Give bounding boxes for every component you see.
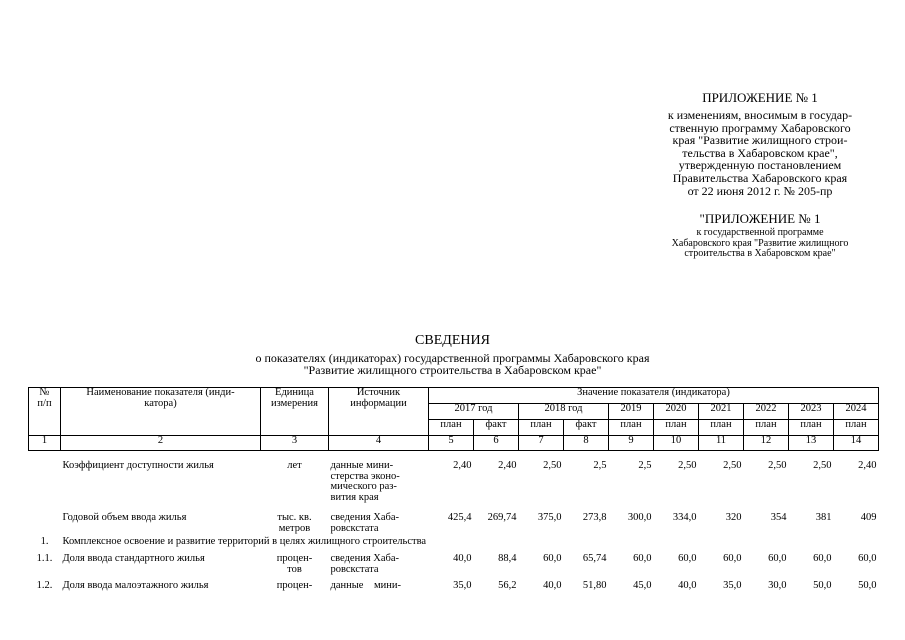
col-number: 8	[564, 436, 609, 451]
col-number: 11	[699, 436, 744, 451]
head-sub: план	[519, 420, 564, 436]
head-sub: план	[744, 420, 789, 436]
row-value: 50,0	[813, 580, 832, 591]
row-value: 320	[725, 512, 742, 523]
head-year: 2021	[699, 404, 744, 420]
head-sub: план	[789, 420, 834, 436]
head-sub: план	[609, 420, 654, 436]
col-number: 9	[609, 436, 654, 451]
appendix-block	[615, 90, 905, 260]
head-year: 2017 год	[429, 404, 519, 420]
head-year: 2019	[609, 404, 654, 420]
document-title: СВЕДЕНИЯ	[415, 333, 490, 348]
document-heading	[0, 332, 905, 376]
row-value: 50,0	[858, 580, 877, 591]
head-year: 2024	[834, 404, 879, 420]
col-number: 12	[744, 436, 789, 451]
row-no: 1.1.	[36, 553, 53, 564]
table-row	[29, 513, 879, 534]
head-name: Наименование показателя (инди- катора)	[61, 388, 261, 436]
appendix-line: от 22 июня 2012 г. № 205-пр	[687, 183, 833, 198]
appendix-title: ПРИЛОЖЕНИЕ № 1	[702, 90, 818, 105]
row-value: 2,40	[498, 460, 517, 471]
row-value: 381	[815, 512, 832, 523]
head-sub: план	[699, 420, 744, 436]
row-value: 30,0	[768, 580, 787, 591]
head-sub: план	[834, 420, 879, 436]
appendix-line: Правительства Хабаровского края	[672, 170, 848, 185]
head-sub: факт	[474, 420, 519, 436]
col-number: 1	[29, 436, 61, 451]
row-value: 35,0	[453, 580, 472, 591]
appendix-title-2: "ПРИЛОЖЕНИЕ № 1	[699, 211, 821, 227]
row-value: 40,0	[543, 580, 562, 591]
row-value: 269,74	[487, 512, 517, 523]
head-sub: план	[654, 420, 699, 436]
head-no: № п/п	[29, 388, 61, 436]
row-value: 300,0	[627, 512, 652, 523]
row-value: 65,74	[582, 553, 607, 564]
head-year: 2022	[744, 404, 789, 420]
document-subtitle-1: о показателях (индикаторах) государственной программы Хабаровского края	[255, 351, 650, 365]
row-no: 1.2.	[36, 580, 53, 591]
col-number: 10	[654, 436, 699, 451]
row-name: Коэффициент доступности жилья	[62, 460, 214, 471]
appendix-line: тельства в Хабаровском крае",	[682, 145, 838, 160]
head-year: 2018 год	[519, 404, 609, 420]
row-value: 425,4	[447, 512, 472, 523]
document-subtitle-2: "Развитие жилищного строительства в Хабаровском крае"	[303, 363, 602, 377]
row-unit: процен- тов	[276, 553, 313, 575]
col-number: 5	[429, 436, 474, 451]
row-name: Доля ввода стандартного жилья	[62, 553, 205, 564]
appendix-body	[615, 109, 905, 197]
row-value: 2,5	[593, 460, 607, 471]
table-row	[29, 554, 879, 575]
col-number: 7	[519, 436, 564, 451]
row-value: 45,0	[633, 580, 652, 591]
row-value: 2,5	[638, 460, 652, 471]
row-source: сведения Хаба- ровскстата	[330, 512, 400, 534]
row-value: 409	[860, 512, 877, 523]
row-value: 40,0	[453, 553, 472, 564]
row-value: 60,0	[723, 553, 742, 564]
table-row	[29, 461, 879, 503]
col-number: 13	[789, 436, 834, 451]
row-name: Годовой объем ввода жилья	[62, 512, 187, 523]
row-value: 60,0	[768, 553, 787, 564]
row-value: 60,0	[678, 553, 697, 564]
row-source: данные мини- стерства эконо- мического раз- вития края	[330, 460, 400, 503]
row-value: 60,0	[633, 553, 652, 564]
row-no	[29, 513, 61, 534]
head-values-group: Значение показателя (индикатора)	[429, 388, 879, 404]
col-number: 6	[474, 436, 519, 451]
row-value: 88,4	[498, 553, 517, 564]
row-unit: тыс. кв. метров	[277, 512, 312, 534]
row-unit: процен-	[276, 580, 313, 591]
row-source: сведения Хаба- ровскстата	[330, 553, 400, 575]
col-number: 2	[61, 436, 261, 451]
col-number: 14	[834, 436, 879, 451]
row-value: 51,80	[582, 580, 607, 591]
head-sub: план	[429, 420, 474, 436]
row-no	[29, 461, 61, 503]
col-number: 4	[329, 436, 429, 451]
appendix-line-2: к государственной программе	[696, 227, 824, 239]
section-text: Комплексное освоение и развитие территорий в целях жилищного строительства	[62, 536, 427, 547]
row-value: 2,50	[723, 460, 742, 471]
row-name: Доля ввода малоэтажного жилья	[62, 580, 209, 591]
row-value: 40,0	[678, 580, 697, 591]
appendix-line-2: Хабаровского края "Развитие жилищного	[671, 237, 849, 249]
section-row	[29, 534, 879, 550]
head-year: 2023	[789, 404, 834, 420]
row-value: 2,50	[813, 460, 832, 471]
appendix-line: к изменениям, вносимым в государ-	[667, 108, 853, 122]
head-year: 2020	[654, 404, 699, 420]
row-value: 375,0	[537, 512, 562, 523]
section-no: 1.	[40, 536, 49, 547]
row-value: 60,0	[858, 553, 877, 564]
row-value: 35,0	[723, 580, 742, 591]
head-unit: Единица измерения	[261, 388, 329, 436]
col-number: 3	[261, 436, 329, 451]
row-value: 2,50	[543, 460, 562, 471]
row-value: 60,0	[543, 553, 562, 564]
head-source: Источник информации	[329, 388, 429, 436]
row-unit: лет	[287, 460, 302, 471]
table-row	[29, 581, 879, 592]
appendix-body-2	[615, 228, 905, 260]
row-value: 2,50	[678, 460, 697, 471]
row-value: 2,40	[858, 460, 877, 471]
head-sub: факт	[564, 420, 609, 436]
row-value: 354	[770, 512, 787, 523]
row-value: 2,50	[768, 460, 787, 471]
row-source: данные мини-	[330, 580, 401, 591]
row-value: 334,0	[672, 512, 697, 523]
row-value: 273,8	[582, 512, 607, 523]
appendix-line: края "Развитие жилищного строи-	[672, 133, 848, 148]
row-value: 60,0	[813, 553, 832, 564]
appendix-line: утвержденную постановлением	[678, 158, 842, 173]
row-value: 2,40	[453, 460, 472, 471]
appendix-line: ственную программу Хабаровского	[669, 120, 851, 135]
appendix-line-2: строительства в Хабаровском крае"	[684, 248, 836, 260]
indicators-table	[28, 387, 879, 592]
row-value: 56,2	[498, 580, 517, 591]
